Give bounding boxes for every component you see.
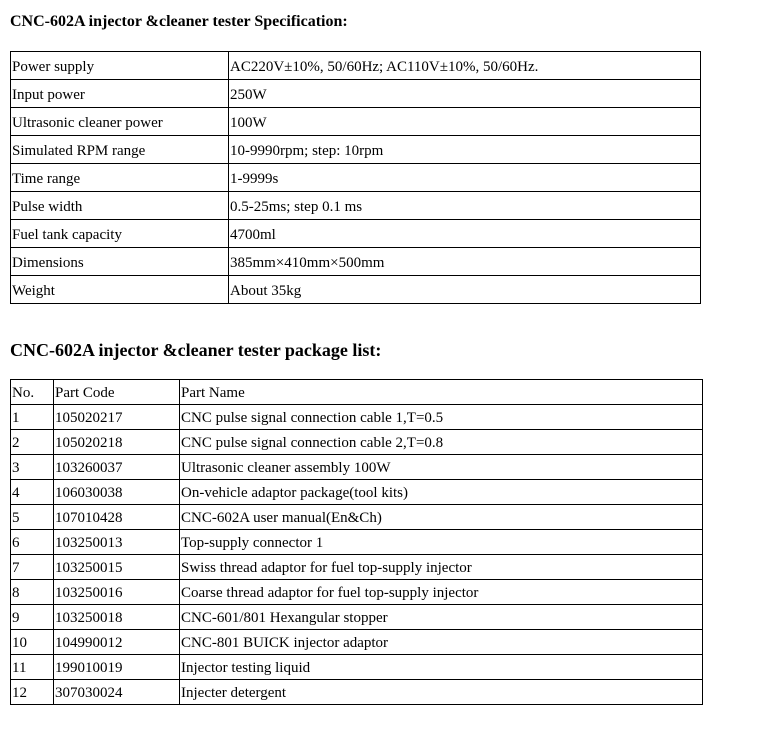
part-code: 105020217 [54,405,180,430]
part-code: 103250018 [54,605,180,630]
part-no: 2 [11,430,54,455]
spec-row [11,164,701,192]
spec-label: Simulated RPM range [11,136,229,164]
spec-row [11,248,701,276]
package-row [11,655,703,680]
package-row [11,480,703,505]
part-name: Ultrasonic cleaner assembly 100W [180,455,703,480]
package-row [11,580,703,605]
spec-label: Fuel tank capacity [11,220,229,248]
spec-label: Power supply [11,52,229,80]
package-table-head [11,380,703,405]
package-table [10,379,703,705]
spec-table [10,51,701,304]
spec-row [11,220,701,248]
spec-value: 100W [229,108,701,136]
package-row [11,605,703,630]
package-heading: CNC-602A injector &cleaner tester package list: [10,340,382,360]
spec-value: 10-9990rpm; step: 10rpm [229,136,701,164]
spec-value: 250W [229,80,701,108]
part-no: 12 [11,680,54,705]
part-name: On-vehicle adaptor package(tool kits) [180,480,703,505]
part-no: 3 [11,455,54,480]
spec-row [11,108,701,136]
part-name: CNC-601/801 Hexangular stopper [180,605,703,630]
header-no: No. [11,380,54,405]
part-code: 103260037 [54,455,180,480]
spec-row [11,276,701,304]
package-header-row [11,380,703,405]
spec-row [11,136,701,164]
part-code: 105020218 [54,430,180,455]
part-name: Swiss thread adaptor for fuel top-supply injector [180,555,703,580]
part-no: 5 [11,505,54,530]
part-name: Top-supply connector 1 [180,530,703,555]
part-no: 7 [11,555,54,580]
package-row [11,530,703,555]
package-row [11,505,703,530]
spec-label: Time range [11,164,229,192]
spec-label: Input power [11,80,229,108]
part-name: CNC pulse signal connection cable 2,T=0.8 [180,430,703,455]
part-no: 11 [11,655,54,680]
part-code: 103250013 [54,530,180,555]
part-name: Injector testing liquid [180,655,703,680]
spec-value: 1-9999s [229,164,701,192]
spec-row [11,52,701,80]
part-no: 10 [11,630,54,655]
part-no: 8 [11,580,54,605]
part-name: Injecter detergent [180,680,703,705]
part-no: 6 [11,530,54,555]
part-name: CNC-801 BUICK injector adaptor [180,630,703,655]
spec-value: 4700ml [229,220,701,248]
spec-label: Pulse width [11,192,229,220]
spec-label: Dimensions [11,248,229,276]
header-part-name: Part Name [180,380,703,405]
part-code: 106030038 [54,480,180,505]
spec-value: 385mm×410mm×500mm [229,248,701,276]
spec-table-body [11,52,701,304]
part-no: 9 [11,605,54,630]
package-row [11,455,703,480]
spec-label: Ultrasonic cleaner power [11,108,229,136]
spec-value: AC220V±10%, 50/60Hz; AC110V±10%, 50/60Hz. [229,52,701,80]
spec-heading: CNC-602A injector &cleaner tester Specification: [10,13,348,30]
spec-label: Weight [11,276,229,304]
part-code: 103250016 [54,580,180,605]
part-code: 104990012 [54,630,180,655]
package-row [11,555,703,580]
package-row [11,630,703,655]
spec-value: About 35kg [229,276,701,304]
package-table-body [11,405,703,705]
header-part-code: Part Code [54,380,180,405]
part-name: Coarse thread adaptor for fuel top-supply injector [180,580,703,605]
spec-value: 0.5-25ms; step 0.1 ms [229,192,701,220]
part-no: 1 [11,405,54,430]
part-code: 103250015 [54,555,180,580]
part-no: 4 [11,480,54,505]
spec-row [11,80,701,108]
package-row [11,405,703,430]
spec-row [11,192,701,220]
part-name: CNC-602A user manual(En&Ch) [180,505,703,530]
package-row [11,430,703,455]
part-code: 307030024 [54,680,180,705]
part-name: CNC pulse signal connection cable 1,T=0.5 [180,405,703,430]
part-code: 107010428 [54,505,180,530]
part-code: 199010019 [54,655,180,680]
package-row [11,680,703,705]
